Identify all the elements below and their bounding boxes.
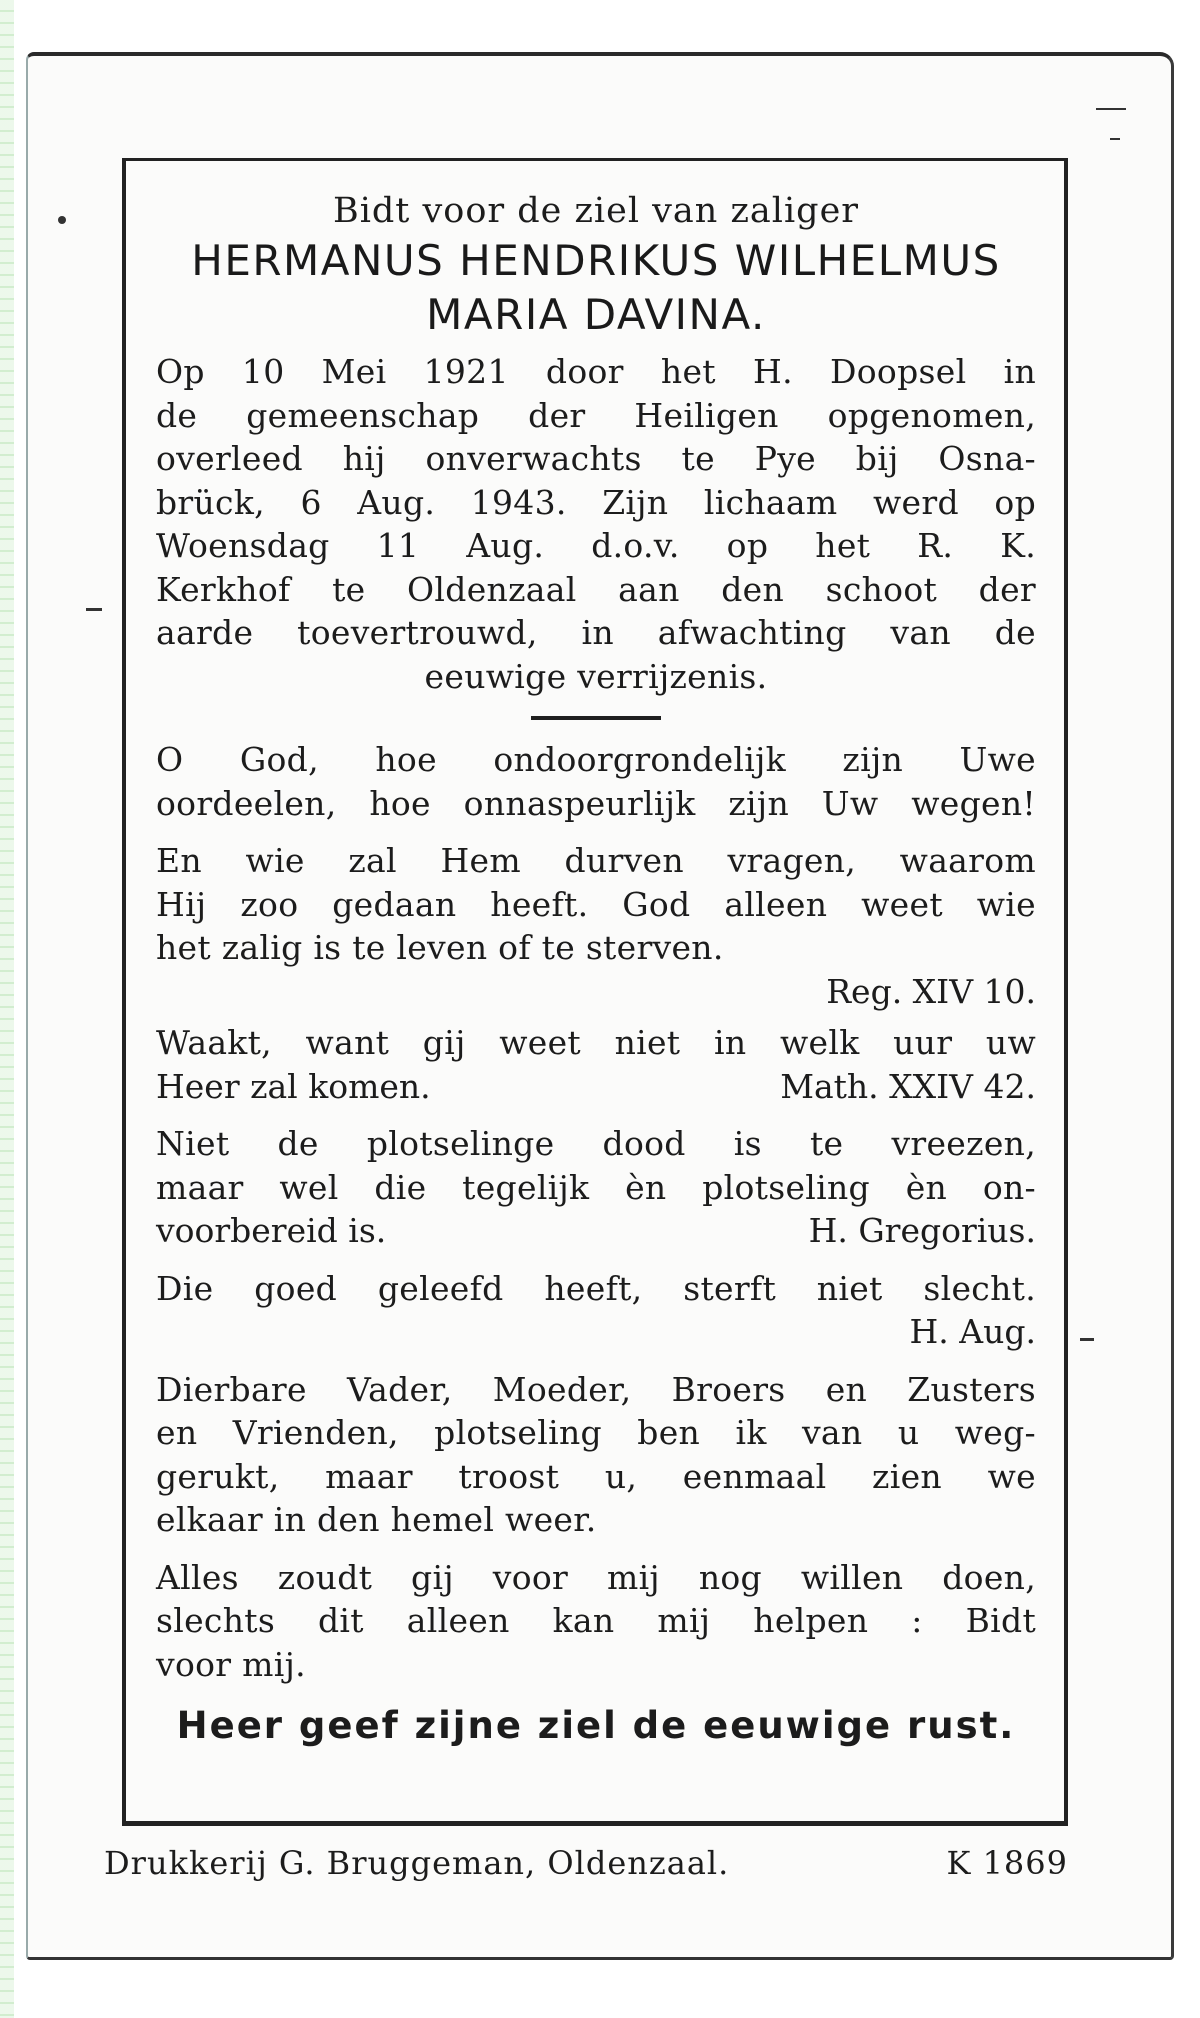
quote-line: En wie zal Hem durven vragen, waarom <box>156 841 1036 880</box>
quote-line: Hij zoo gedaan heeft. God alleen weet wie <box>156 884 1036 924</box>
quote-god <box>156 738 1036 825</box>
divider-rule <box>531 716 661 720</box>
quote-line-with-source <box>156 1209 1036 1253</box>
quote-line: het zalig is te leven of te sterven. <box>156 928 724 967</box>
quote-line: O God, hoe ondoorgrondelijk zijn Uwe <box>156 740 1036 779</box>
plea-line: slechts dit alleen kan mij helpen : Bidt <box>156 1601 1036 1640</box>
quote-source: Math. XXIV 42. <box>780 1066 1036 1106</box>
speck <box>1080 1338 1094 1341</box>
speck <box>86 608 102 611</box>
bio-line: eeuwige verrijzenis. <box>424 656 768 696</box>
bio-line: brück, 6 Aug. 1943. Zijn lichaam werd op <box>156 482 1036 522</box>
quote-line: Die goed geleefd heeft, sterft niet slecht. <box>156 1268 1036 1308</box>
plea-line: Alles zoudt gij voor mij nog willen doen, <box>156 1557 1036 1597</box>
closing-prayer: Heer geef zijne ziel de eeuwige rust. <box>176 1704 1016 1747</box>
quote-source: H. Gregorius. <box>808 1211 1036 1250</box>
quote-reg <box>156 839 1036 1013</box>
speck <box>58 216 66 224</box>
bio-line: overleed hij onverwachts te Pye bij Osna- <box>156 439 1036 478</box>
print-code: K 1869 <box>946 1844 1068 1882</box>
bio-line: de gemeenschap der Heiligen opgenomen, <box>156 395 1036 435</box>
deceased-name-line-1: HERMANUS HENDRIKUS WILHELMUS <box>191 236 1001 285</box>
printer-name: Drukkerij G. Bruggeman, Oldenzaal. <box>104 1844 730 1882</box>
farewell-line: elkaar in den hemel weer. <box>156 1500 597 1539</box>
bio-line: Op 10 Mei 1921 door het H. Doopsel in <box>156 352 1036 391</box>
printer-imprint <box>104 1844 1068 1882</box>
bio-line: Woensdag 11 Aug. d.o.v. op het R. K. <box>156 526 1036 565</box>
quote-gregorius <box>156 1122 1036 1253</box>
quote-line: Niet de plotselinge dood is te vreezen, <box>156 1124 1036 1163</box>
quote-line: Waakt, want gij weet niet in welk uur uw <box>156 1023 1036 1062</box>
farewell <box>156 1368 1036 1542</box>
farewell-line: gerukt, maar troost u, eenmaal zien we <box>156 1456 1036 1496</box>
speck <box>1110 138 1120 140</box>
quote-line: maar wel die tegelijk èn plotseling èn on- <box>156 1167 1036 1207</box>
intro-line: Bidt voor de ziel van zaliger <box>332 191 860 231</box>
scan-edge <box>0 0 14 2018</box>
quote-text: voorbereid is. <box>156 1211 387 1250</box>
plea <box>156 1556 1036 1687</box>
plea-line: voor mij. <box>156 1644 306 1684</box>
card-text <box>156 188 1036 1784</box>
biography <box>156 350 1036 698</box>
bio-line: Kerkhof te Oldenzaal aan den schoot der <box>156 569 1036 609</box>
quote-source: H. Aug. <box>909 1312 1036 1351</box>
speck <box>1096 108 1126 110</box>
bio-line: aarde toevertrouwd, in afwachting van de <box>156 613 1036 652</box>
quote-text: Heer zal komen. <box>156 1066 431 1106</box>
quote-line: oordeelen, hoe onnaspeurlijk zijn Uw wegen! <box>156 783 1036 823</box>
farewell-line: Dierbare Vader, Moeder, Broers en Zusters <box>156 1369 1036 1409</box>
quote-source: Reg. XIV 10. <box>826 971 1036 1011</box>
quote-math <box>156 1021 1036 1108</box>
quote-line-with-source <box>156 1065 1036 1109</box>
farewell-line: en Vrienden, plotseling ben ik van u weg- <box>156 1413 1036 1452</box>
deceased-name-line-2: MARIA DAVINA. <box>426 290 766 339</box>
quote-augustinus <box>156 1267 1036 1354</box>
